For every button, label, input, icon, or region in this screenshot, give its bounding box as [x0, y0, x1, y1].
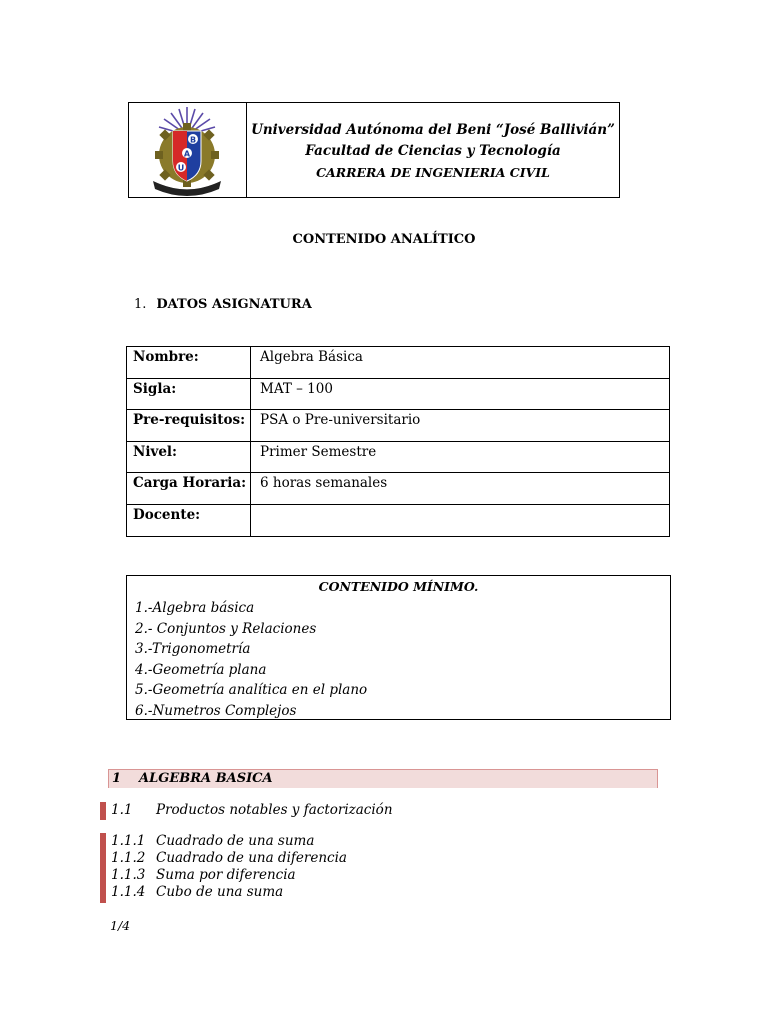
section-title: ALGEBRA BASICA	[139, 771, 273, 786]
list-item: 2.- Conjuntos y Relaciones	[135, 620, 317, 637]
item-number: 1.1.1	[111, 833, 146, 849]
list-item	[111, 850, 347, 866]
item-label: Cuadrado de una diferencia	[156, 850, 347, 866]
subsection-label: Productos notables y factorización	[156, 802, 393, 818]
university-header	[128, 102, 620, 198]
career-name: CARRERA DE INGENIERIA CIVIL	[316, 165, 550, 180]
list-item: 4.-Geometría plana	[135, 661, 267, 678]
page-number: 1/4	[110, 918, 131, 933]
list-item: 6.-Numetros Complejos	[135, 702, 297, 719]
row-key: Pre-requisitos:	[127, 410, 251, 442]
svg-text:B: B	[189, 135, 197, 145]
contenido-minimo-box	[126, 575, 671, 720]
row-key: Sigla:	[127, 378, 251, 410]
row-value: 6 horas semanales	[251, 473, 670, 505]
list-item: 5.-Geometría analítica en el plano	[135, 682, 368, 698]
university-logo	[149, 105, 225, 197]
row-value: PSA o Pre-universitario	[251, 410, 670, 442]
revision-marker	[100, 802, 106, 820]
section-datos-heading	[134, 297, 312, 312]
section-number: 1.	[134, 297, 147, 312]
subsection-number: 1.1	[111, 802, 133, 818]
section-label: DATOS ASIGNATURA	[156, 297, 312, 312]
table-row	[127, 504, 670, 536]
item-label: Suma por diferencia	[156, 867, 296, 883]
datos-asignatura-table	[126, 346, 670, 537]
row-value: Primer Semestre	[251, 441, 670, 473]
list-item: 3.-Trigonometría	[135, 641, 251, 657]
row-value: MAT – 100	[251, 378, 670, 410]
revision-marker	[100, 833, 106, 903]
logo-cell	[129, 103, 247, 197]
row-value: Algebra Básica	[251, 347, 670, 379]
contenido-minimo-heading: CONTENIDO MÍNIMO.	[318, 579, 479, 594]
table-row	[127, 378, 670, 410]
list-item	[111, 833, 314, 849]
section-number: 1	[112, 771, 122, 786]
subsection-heading	[111, 802, 393, 818]
item-number: 1.1.3	[111, 867, 146, 883]
item-label: Cubo de una suma	[156, 884, 284, 900]
list-item	[111, 867, 296, 883]
item-label: Cuadrado de una suma	[156, 833, 315, 849]
item-number: 1.1.2	[111, 850, 146, 866]
row-key: Nivel:	[127, 441, 251, 473]
university-name: Universidad Autónoma del Beni “José Ballivián”	[251, 122, 615, 138]
row-key: Nombre:	[127, 347, 251, 379]
row-value	[251, 504, 670, 536]
document-title: CONTENIDO ANALÍTICO	[292, 232, 476, 247]
table-row	[127, 441, 670, 473]
faculty-name: Facultad de Ciencias y Tecnología	[305, 143, 561, 159]
algebra-section-heading	[108, 769, 658, 788]
list-item	[111, 884, 283, 900]
header-text	[247, 103, 619, 197]
row-key: Carga Horaria:	[127, 473, 251, 505]
row-key: Docente:	[127, 504, 251, 536]
table-row	[127, 410, 670, 442]
table-row	[127, 473, 670, 505]
svg-text:U: U	[177, 163, 185, 173]
svg-text:A: A	[183, 149, 191, 159]
list-item: 1.-Algebra básica	[135, 600, 255, 616]
table-row	[127, 347, 670, 379]
item-number: 1.1.4	[111, 884, 146, 900]
